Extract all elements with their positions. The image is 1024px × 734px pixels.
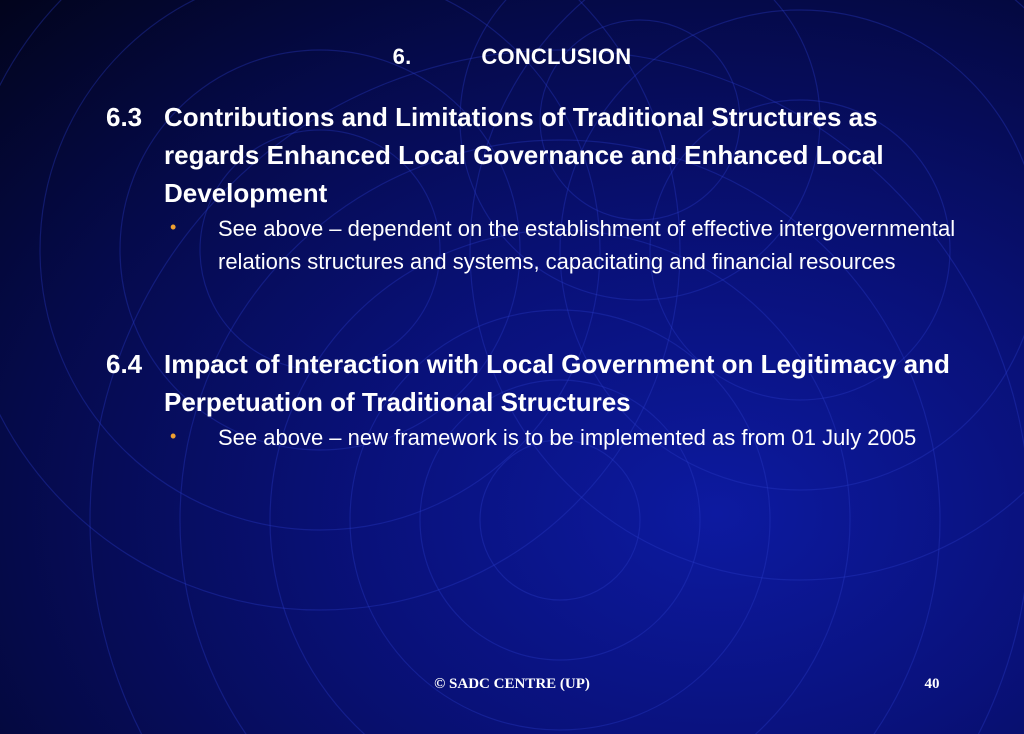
footer-copyright: © SADC CENTRE (UP) (434, 676, 590, 692)
bullet-item (170, 212, 976, 278)
bullet-icon: • (170, 217, 177, 237)
section-number: 6.4 (106, 349, 143, 379)
slide-title-number: 6. (392, 44, 412, 69)
section-heading-text: Contributions and Limitations of Traditional Structures as regards Enhanced Local Governance and Enhanced Local Development (164, 102, 884, 208)
section-6-3 (106, 98, 976, 278)
section-6-4 (106, 345, 976, 454)
footer-page-number: 40 (924, 676, 940, 692)
slide-title (0, 44, 1024, 70)
bullet-item (170, 421, 976, 454)
section-heading-text: Impact of Interaction with Local Government on Legitimacy and Perpetuation of Traditional Structures (164, 349, 950, 417)
bullet-text: See above – new framework is to be implemented as from 01 July 2005 (218, 425, 917, 450)
section-heading (106, 98, 976, 212)
bullet-icon: • (170, 426, 177, 446)
bullet-text: See above – dependent on the establishment of effective intergovernmental relations structures and systems, capacitating and financial resources (218, 216, 956, 274)
slide-title-text: CONCLUSION (481, 44, 632, 69)
section-heading (106, 345, 976, 421)
section-number: 6.3 (106, 102, 143, 132)
